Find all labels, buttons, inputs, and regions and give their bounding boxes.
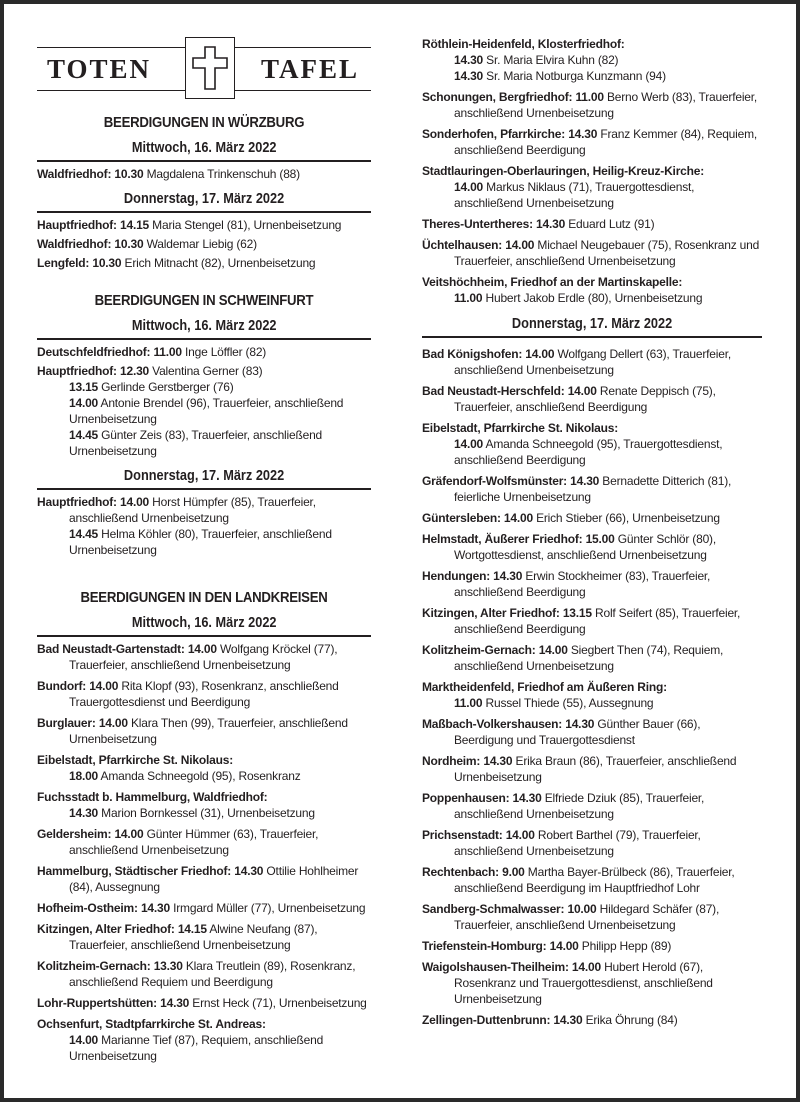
entry: Lengfeld: 10.30 Erich Mitnacht (82), Urnenbeisetzung (37, 256, 316, 270)
entry (422, 126, 762, 158)
entry: Hauptfriedhof: 12.30 Valentina Gerner (83) 13.15 Gerlinde Gerstberger (76) 14.00 Antonie Brendel (96), Trauerfeier, anschließend Urnenbeisetzung 14.45 Günter Zeis (83), Trauerfeier, anschließend Urnenbeisetzung (37, 363, 371, 459)
entry-time: 10.00 (567, 902, 597, 916)
date-heading: Mittwoch, 16. März 2022 (37, 615, 371, 637)
entry (37, 1016, 371, 1064)
date-heading: Donnerstag, 17. März 2022 (422, 316, 762, 338)
entry (422, 36, 762, 84)
entry-text: Wolfgang Kröckel (77), Trauerfeier, anschließend Urnenbeisetzung (69, 642, 338, 672)
entry-time: 18.00 (69, 769, 99, 783)
entry-location: Bundorf: (37, 679, 87, 693)
entry-list (37, 166, 371, 182)
entry (37, 900, 371, 916)
entry-location: Schonungen, Bergfriedhof: (422, 90, 573, 104)
entry-time: 14.00 (567, 384, 597, 398)
entry-time: 14.30 (454, 69, 484, 83)
entry (37, 921, 371, 953)
entry-time: 14.00 (538, 643, 568, 657)
entry-text: Sr. Maria Notburga Kunzmann (94) (486, 69, 666, 83)
entry-location: Ochsenfurt, Stadtpfarrkirche St. Andreas: (37, 1017, 266, 1031)
entry-time: 14.00 (69, 1033, 99, 1047)
entry-time: 14.30 (234, 864, 264, 878)
entry-time: 11.00 (454, 291, 483, 305)
cross-icon (192, 46, 228, 90)
entry-location: Üchtelhausen: (422, 238, 503, 252)
entry-text: Günther Bauer (66), Beerdigung und Trauergottesdienst (454, 717, 701, 747)
section-title-landkreise: BEERDIGUNGEN IN DEN LANDKREISEN (80, 589, 328, 606)
entry-text: Günter Schlör (80), Wortgottesdienst, anschließend Urnenbeisetzung (454, 532, 716, 562)
entry-location: Röthlein-Heidenfeld, Klosterfriedhof: (422, 37, 625, 51)
sub-entry (454, 290, 762, 306)
entry (422, 383, 762, 415)
entry-time: 14.30 (553, 1013, 583, 1027)
entry (37, 789, 371, 821)
entry (422, 1012, 762, 1028)
sub-entry (69, 805, 371, 821)
entry (37, 826, 371, 858)
entry-location: Güntersleben: (422, 511, 501, 525)
sub-entry (454, 68, 762, 84)
entry-time: 14.30 (565, 717, 595, 731)
entry (37, 678, 371, 710)
entry-time: 14.00 (114, 827, 144, 841)
entry-location: Hofheim-Ostheim: (37, 901, 138, 915)
sub-entry (454, 52, 762, 68)
entry-time: 14.30 (512, 791, 542, 805)
entry (422, 901, 762, 933)
entry-time: 14.30 (536, 217, 566, 231)
entry-location: Prichsenstadt: (422, 828, 503, 842)
entry-location: Gräfendorf-Wolfsmünster: (422, 474, 567, 488)
entry-location: Triefenstein-Homburg: (422, 939, 547, 953)
entry-location: Bad Neustadt-Gartenstadt: (37, 642, 185, 656)
sub-entry: 14.45 Günter Zeis (83), Trauerfeier, anschließend Urnenbeisetzung (69, 428, 323, 458)
obituary-page (4, 4, 796, 1098)
entry-text: Michael Neugebauer (75), Rosenkranz und Trauerfeier, anschließend Urnenbeisetzung (454, 238, 760, 268)
entry (422, 420, 762, 468)
entry-text: Rita Klopf (93), Rosenkranz, anschließend Trauergottesdienst und Beerdigung (69, 679, 339, 709)
entry-time: 14.00 (505, 238, 535, 252)
entry-location: Marktheidenfeld, Friedhof am Äußeren Ring: (422, 680, 667, 694)
entry-list (37, 344, 371, 459)
entry-location: Veitshöchheim, Friedhof an der Martinskapelle: (422, 275, 683, 289)
left-column (37, 4, 371, 1069)
entry (37, 995, 371, 1011)
entry (422, 827, 762, 859)
entry-text: Sr. Maria Elvira Kuhn (82) (486, 53, 619, 67)
entry-location: Hammelburg, Städtischer Friedhof: (37, 864, 232, 878)
entry (37, 958, 371, 990)
entry (37, 752, 371, 784)
date-heading: Donnerstag, 17. März 2022 (37, 468, 371, 490)
sub-entry (69, 768, 371, 784)
entry-time: 14.00 (571, 960, 601, 974)
entry-list (37, 494, 371, 558)
entry-time: 14.00 (187, 642, 217, 656)
entry-time: 14.30 (69, 806, 99, 820)
entry-time: 13.15 (562, 606, 592, 620)
sub-entry (454, 436, 762, 468)
entry-location: Sonderhofen, Pfarrkirche: (422, 127, 566, 141)
entry (422, 163, 762, 211)
date-heading: Mittwoch, 16. März 2022 (37, 318, 371, 340)
entry (422, 938, 762, 954)
entry-text: Bernadette Ditterich (81), feierliche Urnenbeisetzung (454, 474, 732, 504)
entry-location: Fuchsstadt b. Hammelburg, Waldfriedhof: (37, 790, 268, 804)
date-heading: Donnerstag, 17. März 2022 (37, 191, 371, 213)
entry (422, 510, 762, 526)
entry (422, 753, 762, 785)
entry-time: 14.30 (160, 996, 190, 1010)
entry (422, 216, 762, 232)
entry-location: Kitzingen, Alter Friedhof: (37, 922, 175, 936)
entry-text: Hubert Herold (67), Rosenkranz und Trauergottesdienst, anschließend Urnenbeisetzung (454, 960, 713, 1006)
entry-list (422, 346, 762, 1028)
entry (422, 89, 762, 121)
entry-location: Waigolshausen-Theilheim: (422, 960, 569, 974)
entry-time: 14.30 (570, 474, 600, 488)
sub-entry: 14.45 Helma Köhler (80), Trauerfeier, anschließend Urnenbeisetzung (69, 527, 332, 557)
entry-text: Robert Barthel (79), Trauerfeier, anschließend Urnenbeisetzung (454, 828, 701, 858)
entry-text: Alwine Neufang (87), Trauerfeier, anschließend Urnenbeisetzung (69, 922, 318, 952)
entry (37, 715, 371, 747)
entry: Deutschfeldfriedhof: 11.00 Inge Löffler (82) (37, 345, 267, 359)
entry-time: 14.00 (549, 939, 579, 953)
entry-text: Renate Deppisch (75), Trauerfeier, anschließend Beerdigung (454, 384, 716, 414)
entry-location: Nordheim: (422, 754, 481, 768)
entry-text: Elfriede Dziuk (85), Trauerfeier, anschließend Urnenbeisetzung (454, 791, 705, 821)
entry (422, 959, 762, 1007)
entry-text: Rolf Seifert (85), Trauerfeier, anschließend Beerdigung (454, 606, 741, 636)
entry-time: 14.00 (98, 716, 128, 730)
entry-text: Marianne Tief (87), Requiem, anschließend Urnenbeisetzung (69, 1033, 324, 1063)
entry-time: 15.00 (585, 532, 615, 546)
entry-location: Hendungen: (422, 569, 490, 583)
entry-time: 14.15 (177, 922, 207, 936)
entry-text: Philipp Hepp (89) (581, 939, 672, 953)
entry-location: Helmstadt, Äußerer Friedhof: (422, 532, 583, 546)
entry-text: Russel Thiede (55), Aussegnung (485, 696, 654, 710)
sub-entry (69, 1032, 371, 1064)
date-heading: Mittwoch, 16. März 2022 (37, 140, 371, 162)
entry-text: Hildegard Schäfer (87), Trauerfeier, anschließend Urnenbeisetzung (454, 902, 720, 932)
sub-entry: 13.15 Gerlinde Gerstberger (76) (69, 380, 234, 394)
entry-location: Kolitzheim-Gernach: (37, 959, 151, 973)
entry-time: 14.30 (140, 901, 170, 915)
masthead-title-right: TAFEL (255, 54, 369, 84)
section-title-wuerzburg: BEERDIGUNGEN IN WÜRZBURG (103, 114, 305, 131)
entry (422, 531, 762, 563)
entry (422, 605, 762, 637)
entry-time: 14.30 (493, 569, 523, 583)
entry-location: Stadtlauringen-Oberlauringen, Heilig-Kreuz-Kirche: (422, 164, 705, 178)
masthead (37, 34, 371, 104)
entry (422, 864, 762, 896)
entry-location: Zellingen-Duttenbrunn: (422, 1013, 551, 1027)
entry-location: Rechtenbach: (422, 865, 499, 879)
entry-time: 14.30 (568, 127, 598, 141)
entry-location: Bad Königshofen: (422, 347, 523, 361)
entry-location: Bad Neustadt-Herschfeld: (422, 384, 565, 398)
entry-text: Hubert Jakob Erdle (80), Urnenbeisetzung (485, 291, 703, 305)
entry-time: 11.00 (454, 696, 483, 710)
entry (422, 716, 762, 748)
entry-time: 14.00 (503, 511, 533, 525)
entry-text: Klara Then (99), Trauerfeier, anschließend Urnenbeisetzung (69, 716, 348, 746)
sub-entry (454, 179, 762, 211)
entry-location: Kitzingen, Alter Friedhof: (422, 606, 560, 620)
entry-text: Amanda Schneegold (95), Rosenkranz (100, 769, 301, 783)
entry-text: Amanda Schneegold (95), Trauergottesdienst, anschließend Beerdigung (454, 437, 723, 467)
entry-text: Ernst Heck (71), Urnenbeisetzung (192, 996, 367, 1010)
entry (422, 237, 762, 269)
entry-time: 13.30 (153, 959, 183, 973)
entry-list (37, 217, 371, 271)
entry-time: 14.30 (454, 53, 484, 67)
entry (422, 274, 762, 306)
entry-text: Siegbert Then (74), Requiem, anschließend Urnenbeisetzung (454, 643, 724, 673)
entry: Waldfriedhof: 10.30 Magdalena Trinkenschuh (88) (37, 167, 300, 181)
entry (422, 568, 762, 600)
entry-location: Eibelstadt, Pfarrkirche St. Nikolaus: (422, 421, 618, 435)
entry-time: 14.00 (525, 347, 555, 361)
entry (422, 346, 762, 378)
entry-time: 14.00 (454, 180, 484, 194)
entry-time: 14.30 (483, 754, 513, 768)
entry-text: Klara Treutlein (89), Rosenkranz, anschließend Requiem und Beerdigung (69, 959, 356, 989)
entry-text: Erwin Stockheimer (83), Trauerfeier, anschließend Beerdigung (454, 569, 711, 599)
entry (422, 790, 762, 822)
entry (422, 679, 762, 711)
entry (37, 641, 371, 673)
section-title-schweinfurt: BEERDIGUNGEN IN SCHWEINFURT (94, 292, 314, 309)
entry-location: Sandberg-Schmalwasser: (422, 902, 565, 916)
entry (422, 642, 762, 674)
cross-box (185, 37, 235, 99)
sub-entry (454, 695, 762, 711)
entry-location: Kolitzheim-Gernach: (422, 643, 536, 657)
entry: Hauptfriedhof: 14.00 Horst Hümpfer (85), Trauerfeier, anschließend Urnenbeisetzung 14.45 Helma Köhler (80), Trauerfeier, anschließend Urnenbeisetzung (37, 494, 371, 558)
entry: Hauptfriedhof: 14.15 Maria Stengel (81), Urnenbeisetzung (37, 218, 342, 232)
entry-text: Günter Hümmer (63), Trauerfeier, anschließend Urnenbeisetzung (69, 827, 319, 857)
entry-location: Poppenhausen: (422, 791, 510, 805)
entry: Waldfriedhof: 10.30 Waldemar Liebig (62) (37, 237, 257, 251)
entry-location: Maßbach-Volkershausen: (422, 717, 563, 731)
masthead-title-left: TOTEN (47, 54, 157, 84)
entry-text: Martha Bayer-Brülbeck (86), Trauerfeier, anschließend Beerdigung im Hauptfriedhof Lohr (454, 865, 735, 895)
entry-text: Eduard Lutz (91) (568, 217, 655, 231)
entry-location: Burglauer: (37, 716, 96, 730)
entry-list (37, 641, 371, 1064)
entry-text: Berno Werb (83), Trauerfeier, anschließend Urnenbeisetzung (454, 90, 758, 120)
entry-time: 11.00 (575, 90, 604, 104)
entry-location: Lohr-Ruppertshütten: (37, 996, 157, 1010)
sub-entry: 14.00 Antonie Brendel (96), Trauerfeier, anschließend Urnenbeisetzung (69, 396, 344, 426)
entry-location: Theres-Untertheres: (422, 217, 533, 231)
entry (37, 863, 371, 895)
entry-text: Irmgard Müller (77), Urnenbeisetzung (173, 901, 366, 915)
entry-text: Erika Öhrung (84) (585, 1013, 678, 1027)
entry-text: Erika Braun (86), Trauerfeier, anschließend Urnenbeisetzung (454, 754, 737, 784)
entry-time: 14.00 (454, 437, 484, 451)
entry-time: 14.00 (505, 828, 535, 842)
entry-text: Markus Niklaus (71), Trauergottesdienst, anschließend Urnenbeisetzung (454, 180, 695, 210)
entry-location: Eibelstadt, Pfarrkirche St. Nikolaus: (37, 753, 233, 767)
entry-time: 9.00 (502, 865, 525, 879)
entry-text: Franz Kemmer (84), Requiem, anschließend Beerdigung (454, 127, 758, 157)
entry-location: Geldersheim: (37, 827, 112, 841)
entry-text: Ottilie Hohlheimer (84), Aussegnung (69, 864, 359, 894)
entry-text: Erich Stieber (66), Urnenbeisetzung (536, 511, 720, 525)
entry-list (422, 36, 762, 306)
entry-text: Wolfgang Dellert (63), Trauerfeier, anschließend Urnenbeisetzung (454, 347, 731, 377)
entry-text: Marion Bornkessel (31), Urnenbeisetzung (101, 806, 315, 820)
entry (422, 473, 762, 505)
right-column (422, 36, 762, 1033)
entry-time: 14.00 (89, 679, 119, 693)
